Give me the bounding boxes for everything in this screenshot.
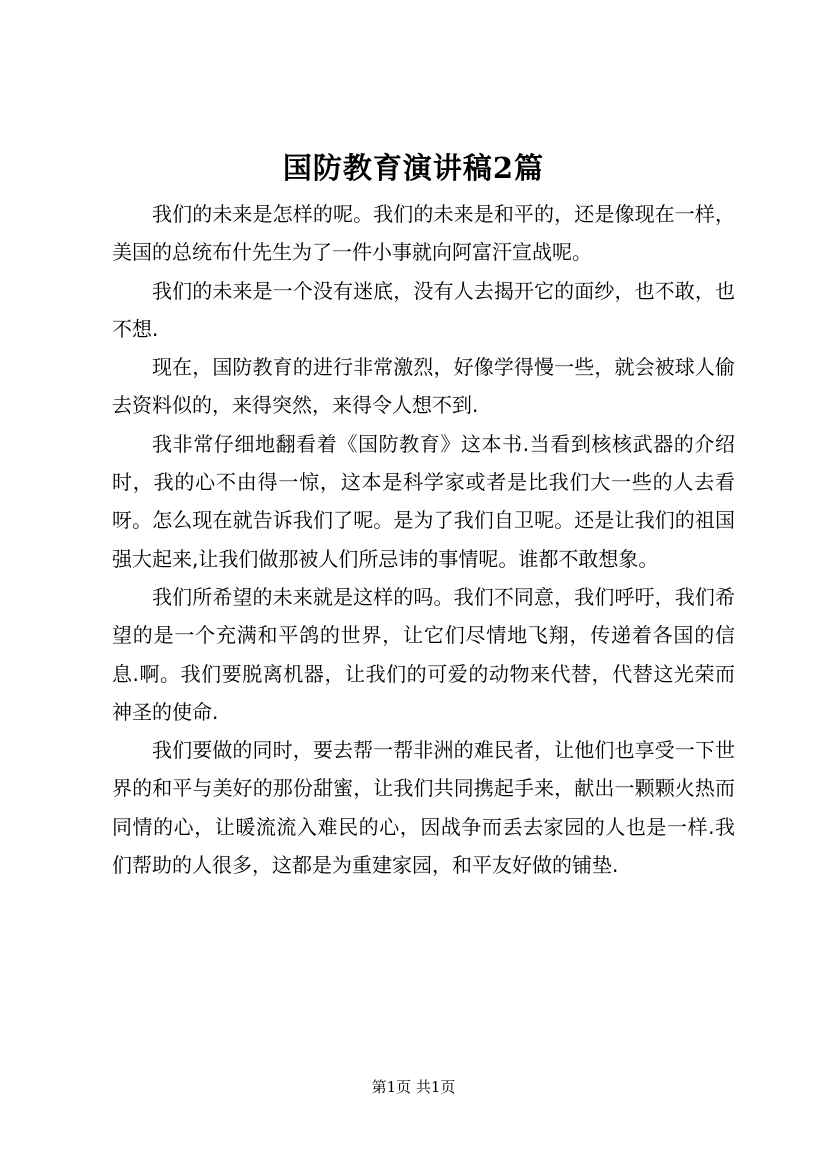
document-body xyxy=(112,195,735,884)
paragraph-2: 我们的未来是一个没有迷底，没有人去揭开它的面纱，也不敢，也不想. xyxy=(112,278,735,341)
document-title: 国防教育演讲稿2篇 xyxy=(282,151,545,185)
paragraph-3: 现在，国防教育的进行非常激烈，好像学得慢一些，就会被球人偷去资料似的，来得突然，来得令人想不到. xyxy=(112,355,735,418)
paragraph-1: 我们的未来是怎样的呢。我们的未来是和平的，还是像现在一样，美国的总统布什先生为了一件小事就向阿富汗宣战呢。 xyxy=(112,202,735,265)
paragraph-4: 我非常仔细地翻看着《国防教育》这本书.当看到核核武器的介绍时，我的心不由得一惊，这本是科学家或者是比我们大一些的人去看呀。怎么现在就告诉我们了呢。是为了我们自卫呢。还是让我们的祖国强大起来,让我们做那被人们所忌讳的事情呢。谁都不敢想象。 xyxy=(112,431,735,571)
paragraph-6: 我们要做的同时，要去帮一帮非洲的难民者，让他们也享受一下世界的和平与美好的那份甜蜜，让我们共同携起手来，献出一颗颗火热而同情的心，让暖流流入难民的心，因战争而丢去家园的人也是一样.我们帮助的人很多，这都是为重建家园，和平友好做的铺垫. xyxy=(112,738,735,878)
page-footer: 第1页 共1页 xyxy=(371,1078,456,1096)
paragraph-5: 我们所希望的未来就是这样的吗。我们不同意，我们呼吁，我们希望的是一个充满和平鸽的世界，让它们尽情地飞翔，传递着各国的信息.啊。我们要脱离机器，让我们的可爱的动物来代替，代替这光荣而神圣的使命. xyxy=(112,584,735,724)
